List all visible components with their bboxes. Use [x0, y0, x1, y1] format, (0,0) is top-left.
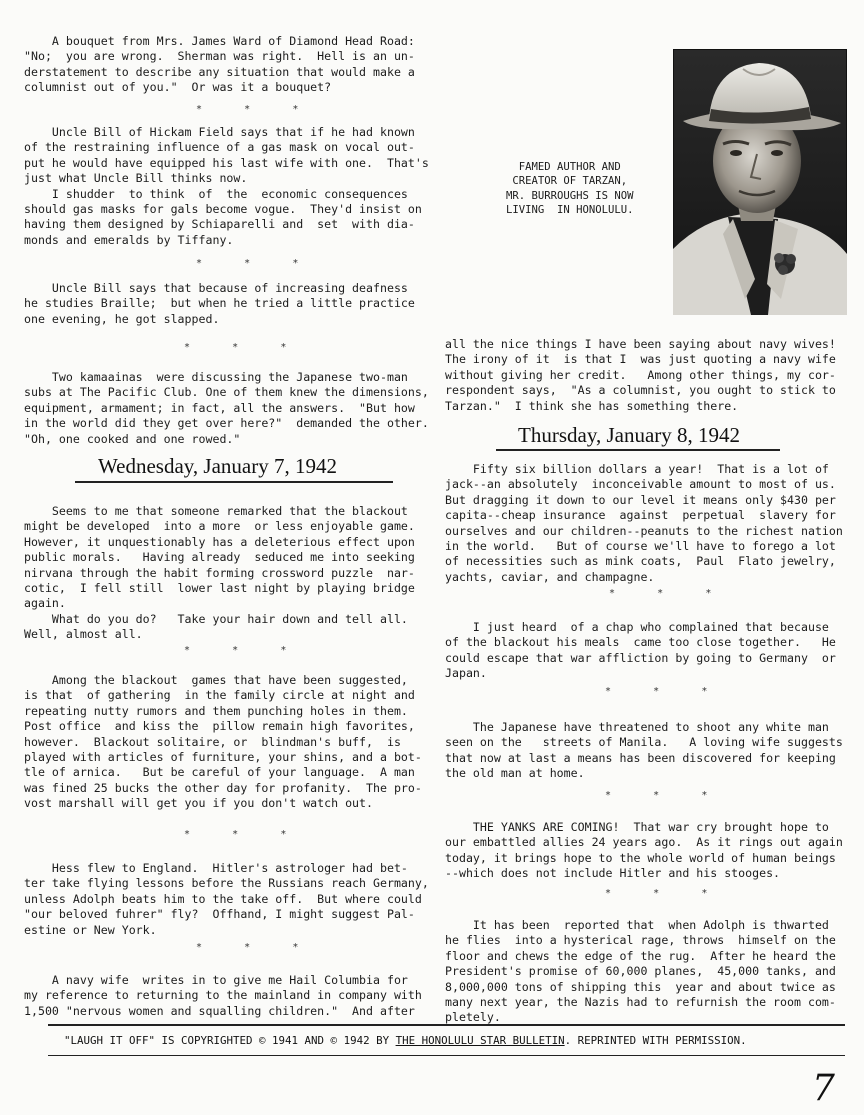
left-paragraph-blackout-game: Seems to me that someone remarked that the blackout might be developed into a more or less enjoyable game. However, it unquestionably has a deleterious effect upon public morals. Having already seduced me into seeking nirvana through the habit forming crossword puzzle nar- cotic, I fell still lower last night by playing bridge again. What do you do? Take your hair down and tell all. Well, almost all. — [24, 504, 415, 642]
heading-thursday: Thursday, January 8, 1942 — [518, 423, 741, 447]
left-paragraph-navy-wife: A navy wife writes in to give me Hail Columbia for my reference to returning to the mainland in company with 1,500 "nervous women and squalling children." And after — [24, 973, 422, 1018]
section-separator: * * * — [609, 588, 712, 599]
right-paragraph-billions: Fifty six billion dollars a year! That is a lot of jack--an absolutely inconceivable amount to most of us. But dragging it down to our level it means only $430 per capita--cheap insurance against perpetual slavery for ourselves and our children--peanuts to the richest nation in the world. But of course we'll have to forego a lot of necessities such as mink coats, Paul Flato jewelry, yachts, caviar, and champagne. — [445, 462, 843, 584]
right-paragraph-manila: The Japanese have threatened to shoot any white man seen on the streets of Manila. A loving wife suggests that now at last a means has been discovered for keeping the old man at home. — [445, 720, 843, 781]
section-separator: * * * — [605, 686, 708, 697]
left-paragraph-uncle-bill-gas-mask: Uncle Bill of Hickam Field says that if he had known of the restraining influence of a gas mask on vocal out- put he would have equipped his last wife with one. That's just what Uncle Bill thinks now. I shudder to think of the economic consequences should gas masks for gals become vogue. They'd insist on having them designed by Schiaparelli and set with dia- monds and emeralds by Tiffany. — [24, 125, 429, 247]
right-paragraph-yanks: THE YANKS ARE COMING! That war cry brought hope to our embattled allies 24 years ago. As it rings out again today, it brings hope to the whole world of human beings --which does not include Hitler and his stooges. — [445, 820, 843, 881]
left-paragraph-kamaainas: Two kamaainas were discussing the Japanese two-man subs at The Pacific Club. One of them knew the dimensions, equipment, armament; in fact, all the answers. "But how in the world did they get over here?" demanded the other. "Oh, one cooked and one rowed." — [24, 370, 429, 446]
section-separator: * * * — [196, 104, 299, 115]
left-paragraph-bouquet: A bouquet from Mrs. James Ward of Diamond Head Road: "No; you are wrong. Sherman was right. Hell is an un- derstatement to describe any situation that would make a columnist out of you." Or was it a bouquet? — [24, 34, 415, 95]
footer-text: 1942 BY — [337, 1034, 396, 1047]
footer-rule-top — [48, 1024, 845, 1026]
copyright-footer — [64, 1034, 747, 1047]
section-separator: * * * — [196, 258, 299, 269]
section-separator: * * * — [605, 790, 708, 801]
heading-wednesday: Wednesday, January 7, 1942 — [98, 454, 337, 478]
author-portrait-photo — [673, 49, 847, 315]
heading-underline — [75, 481, 393, 483]
right-paragraph-navy-wife-cont: all the nice things I have been saying about navy wives! The irony of it is that I was just quoting a navy wife without giving her credit. Among other things, my cor- respondent says, "As a columnist, you ought to stick to Tarzan." I think she has something there. — [445, 337, 836, 413]
heading-underline — [496, 449, 780, 451]
right-paragraph-adolph: It has been reported that when Adolph is thwarted he flies into a hysterical rage, throws himself on the floor and chews the edge of the rug. After he heard the President's promise of 60,000 planes, 45,000 tanks, and 8,000,000 tons of shipping this year and about twice as many next year, the Nazis had to refurnish the room com- pletely. — [445, 918, 836, 1025]
page-number: 7 — [812, 1068, 835, 1109]
copyright-symbol: © — [259, 1034, 266, 1047]
section-separator: * * * — [605, 888, 708, 899]
section-separator: * * * — [196, 942, 299, 953]
footer-text: . REPRINTED WITH PERMISSION. — [564, 1034, 747, 1047]
footer-rule-bottom — [48, 1055, 845, 1056]
left-paragraph-hess: Hess flew to England. Hitler's astrologer had bet- ter take flying lessons before the Russians reach Germany, unless Adolph beats him to the take off. But where could "our beloved fuhrer" fly? Offhand, I might suggest Pal- estine or New York. — [24, 861, 429, 937]
footer-text: 1941 AND — [265, 1034, 331, 1047]
right-paragraph-meals: I just heard of a chap who complained that because of the blackout his meals came too close together. He could escape that war affliction by going to Germany or Japan. — [445, 620, 836, 681]
photo-caption: FAMED AUTHOR AND CREATOR OF TARZAN, MR. BURROUGHS IS NOW LIVING IN HONOLULU. — [506, 161, 634, 217]
copyright-symbol: © — [330, 1034, 338, 1047]
section-separator: * * * — [184, 645, 287, 656]
left-paragraph-blackout-games: Among the blackout games that have been suggested, is that of gathering in the family circle at night and repeating nutty rumors and them punching holes in them. Post office and kiss the pillow remain high favorites, however. Blackout solitaire, or blindman's buff, is played with articles of furniture, your shins, and a bot- tle of arnica. But be careful of your language. A man was fined 25 bucks the other day for profanity. The pro- vost marshall will get you if you don't watch out. — [24, 673, 422, 811]
publication-name: THE HONOLULU STAR BULLETIN — [395, 1034, 565, 1047]
section-separator: * * * — [184, 829, 287, 840]
left-paragraph-braille: Uncle Bill says that because of increasing deafness he studies Braille; but when he tried a little practice one evening, he got slapped. — [24, 281, 415, 326]
section-separator: * * * — [184, 342, 287, 353]
footer-text: "LAUGH IT OFF" IS COPYRIGHTED — [64, 1034, 260, 1047]
